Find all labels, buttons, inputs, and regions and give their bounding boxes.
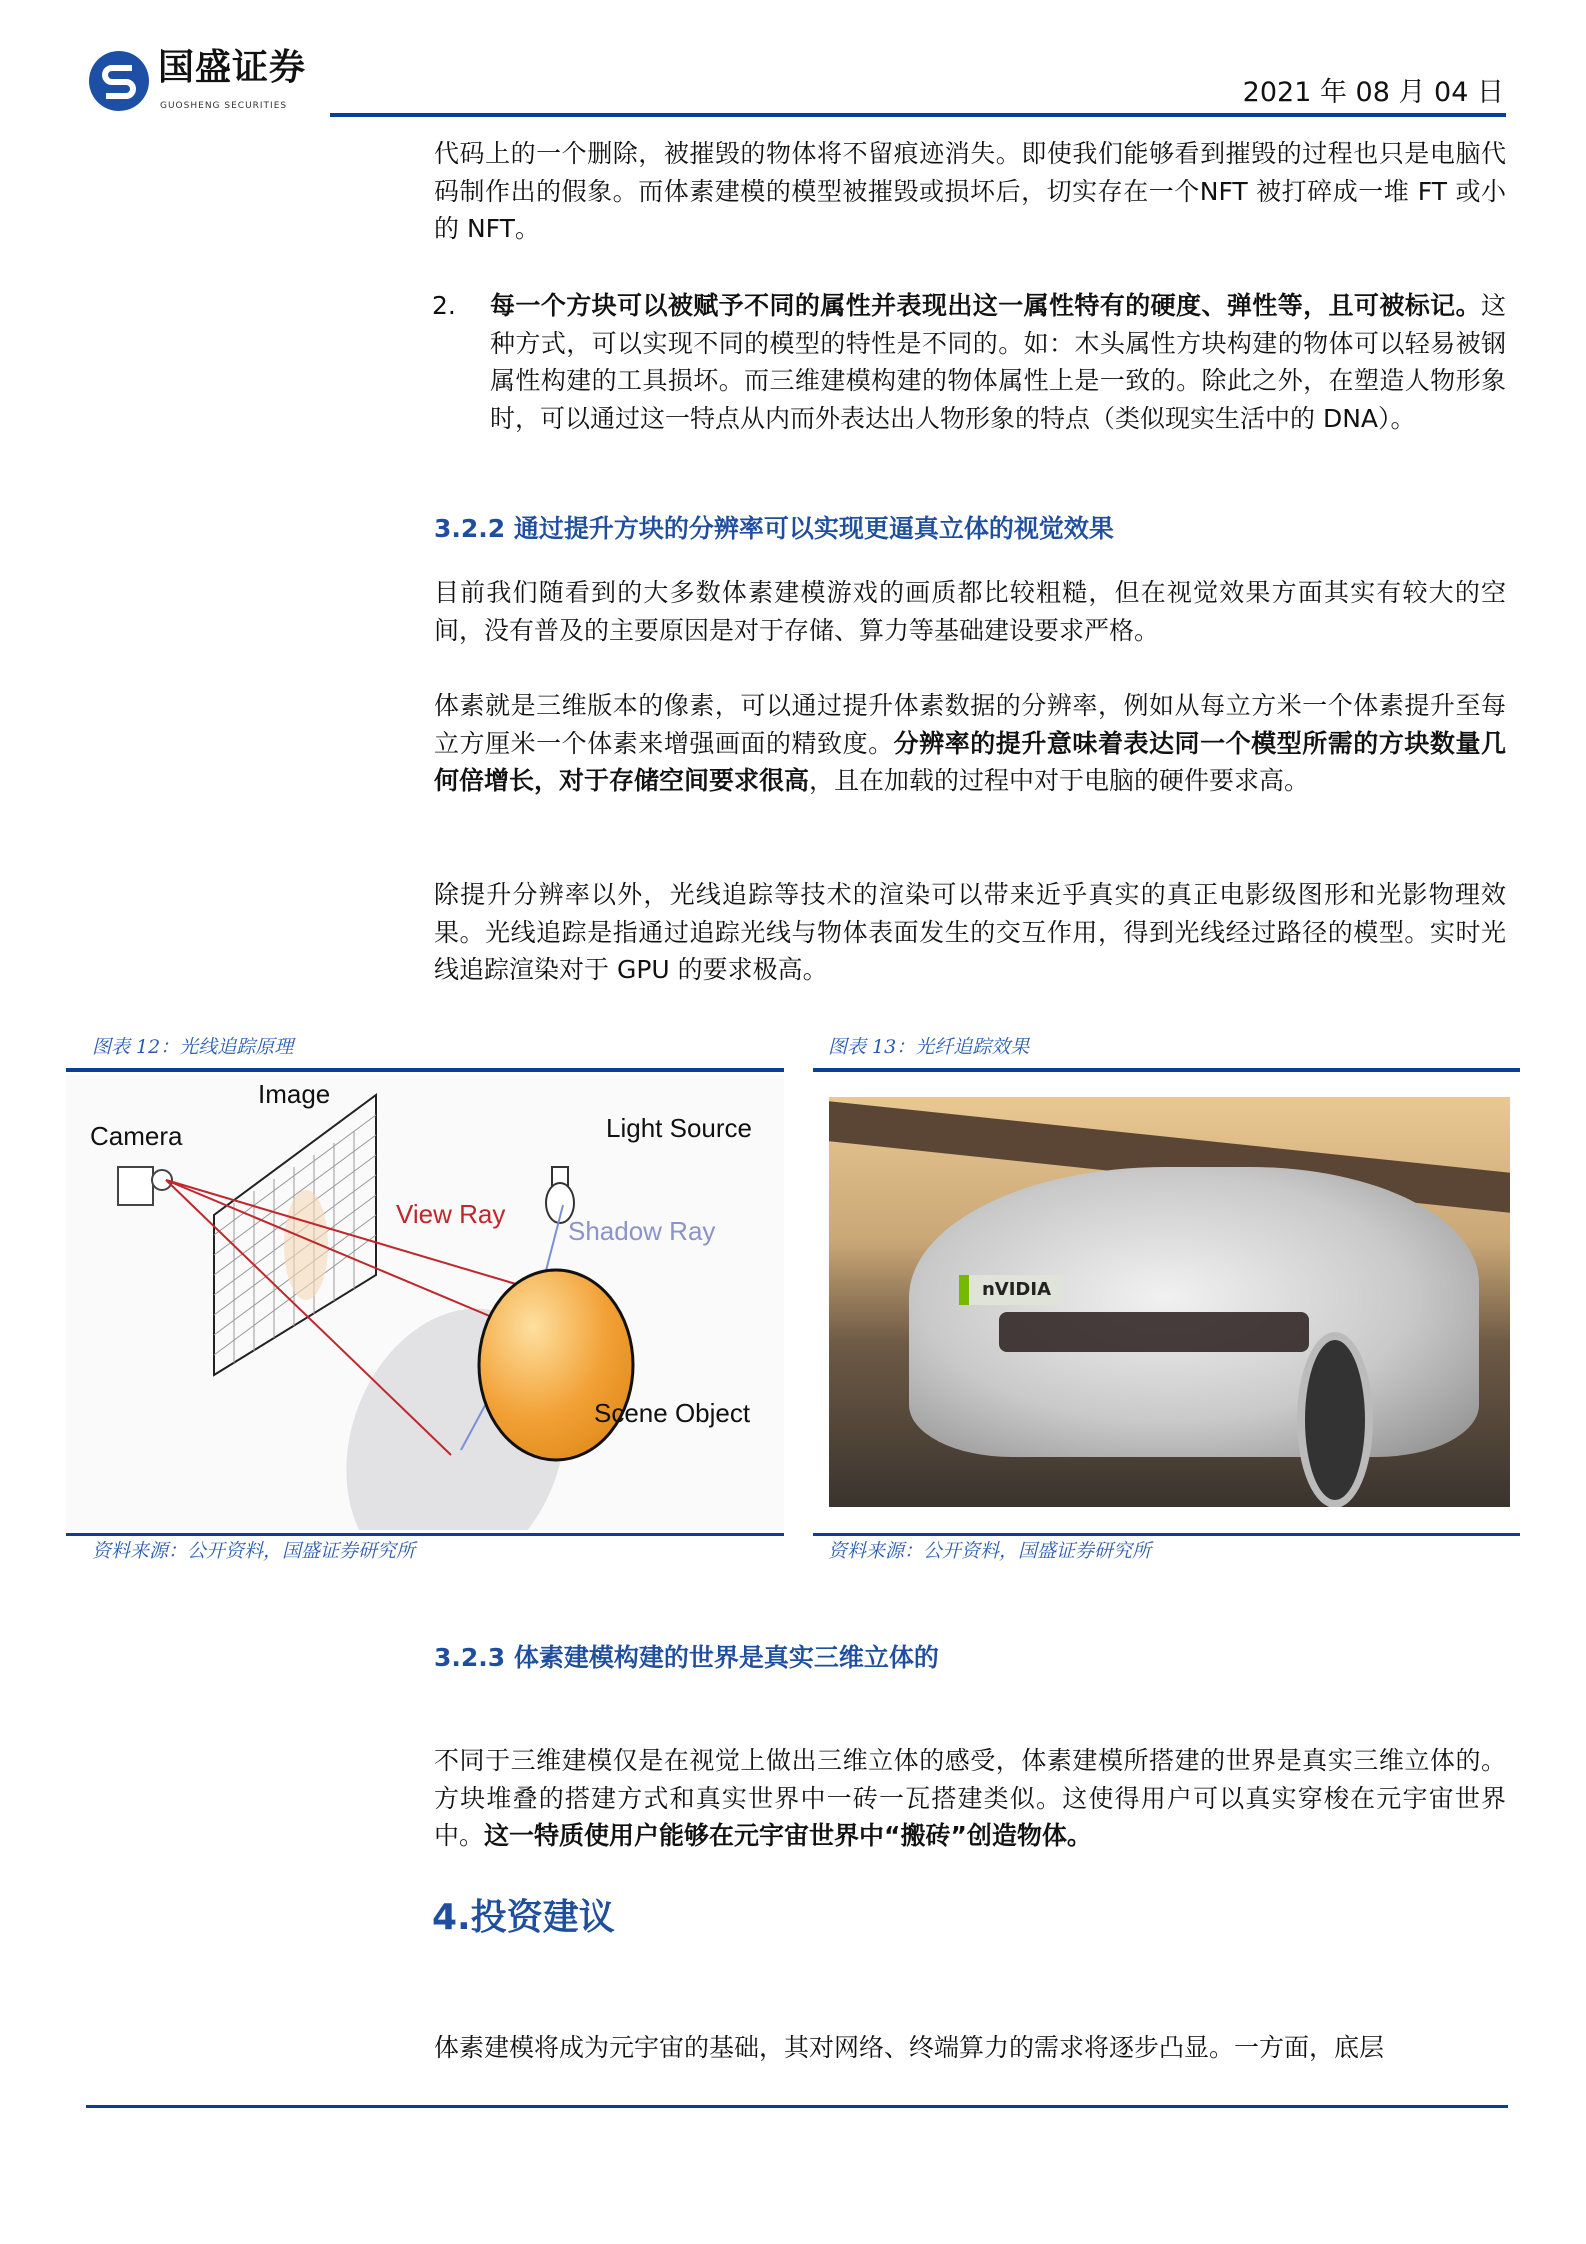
label-camera: Camera — [90, 1121, 183, 1151]
figure-12-bottom-rule — [66, 1533, 784, 1536]
p2-text-b: ，且在加载的过程中对于电脑的硬件要求高。 — [809, 766, 1310, 796]
label-shadow-ray: Shadow Ray — [568, 1216, 716, 1246]
p2-text-a: 体素就是三维版本的像素，可以通过提升体素数据的分辨率，例如从每立方米一个体素提升至每立方厘米一个体素来增强画面的精致度。 — [434, 691, 1506, 758]
footer-rule — [86, 2105, 1508, 2108]
report-date: 2021 年 08 月 04 日 — [1242, 77, 1504, 108]
paragraph-5: 体素建模将成为元宇宙的基础，其对网络、终端算力的需求将逐步凸显。一方面，底层 — [434, 2033, 1385, 2062]
paragraph-2 — [434, 687, 1506, 800]
paragraph-4 — [434, 1742, 1506, 1855]
figure-13-bottom-rule — [813, 1533, 1520, 1536]
paragraph-intro: 代码上的一个删除，被摧毁的物体将不留痕迹消失。即使我们能够看到摧毁的过程也只是电脑代码制作出的假象。而体素建模的模型被摧毁或损坏后，切实存在一个NFT 被打碎成一堆 FT 或小的 NFT。 — [434, 139, 1506, 244]
section-heading-3-2-2: 3.2.2 通过提升方块的分辨率可以实现更逼真立体的视觉效果 — [434, 514, 1114, 543]
scene-sphere — [479, 1270, 633, 1460]
section-heading-4: 4.投资建议 — [432, 1897, 615, 1938]
p4-text: 不同于三维建模仅是在视觉上做出三维立体的感受，体素建模所搭建的世界是真实三维立体的。方块堆叠的搭建方式和真实世界中一砖一瓦搭建类似。这使得用户可以真实穿梭在元宇宙世界中。 — [434, 1746, 1506, 1851]
label-image: Image — [258, 1079, 331, 1109]
list-item-2-bold: 每一个方块可以被赋予不同的属性并表现出这一属性特有的硬度、弹性等，且可被标记。 — [490, 291, 1481, 320]
ray-tracing-diagram — [66, 1075, 784, 1530]
figure-12-caption: 图表 12：光线追踪原理 — [92, 1036, 294, 1058]
label-scene-object: Scene Object — [594, 1398, 751, 1428]
label-light-source: Light Source — [606, 1113, 752, 1143]
figure-13-caption: 图表 13：光纤追踪效果 — [828, 1036, 1030, 1058]
list-item-2 — [490, 287, 1506, 437]
header-rule — [330, 113, 1506, 117]
logo-en: GUOSHENG SECURITIES — [160, 101, 288, 111]
car-render-image — [829, 1097, 1510, 1507]
figure-12-top-rule — [66, 1068, 784, 1072]
list-item-2-text: 这种方式，可以实现不同的模型的特性是不同的。如：木头属性方块构建的物体可以轻易被钢属性构建的工具损坏。而三维建模构建的物体属性上是一致的。除此之外，在塑造人物形象时，可以通过这一特点从内而外表达出人物形象的特点（类似现实生活中的 DNA）。 — [490, 291, 1506, 433]
label-view-ray: View Ray — [396, 1199, 506, 1229]
list-number: 2. — [432, 291, 456, 320]
p4-bold: 这一特质使用户能够在元宇宙世界中“搬砖”创造物体。 — [484, 1821, 1092, 1851]
company-logo — [88, 46, 328, 116]
p2-bold: 分辨率的提升意味着表达同一个模型所需的方块数量几何倍增长，对于存储空间要求很高 — [434, 728, 1506, 796]
section-heading-3-2-3: 3.2.3 体素建模构建的世界是真实三维立体的 — [434, 1643, 939, 1672]
figure-13-top-rule — [813, 1068, 1520, 1072]
figure-12-source: 资料来源：公开资料，国盛证券研究所 — [92, 1540, 416, 1562]
nvidia-badge: nVIDIA — [959, 1275, 1064, 1305]
figure-13-source: 资料来源：公开资料，国盛证券研究所 — [828, 1540, 1152, 1562]
paragraph-1: 目前我们随看到的大多数体素建模游戏的画质都比较粗糙，但在视觉效果方面其实有较大的空间，没有普及的主要原因是对于存储、算力等基础建设要求严格。 — [434, 578, 1506, 645]
logo-mark-icon — [88, 50, 150, 112]
logo-cn: 国盛证券 — [158, 47, 307, 88]
paragraph-3: 除提升分辨率以外，光线追踪等技术的渲染可以带来近乎真实的真正电影级图形和光影物理效果。光线追踪是指通过追踪光线与物体表面发生的交互作用，得到光线经过路径的模型。实时光线追踪渲染对于 GPU 的要求极高。 — [434, 880, 1506, 985]
